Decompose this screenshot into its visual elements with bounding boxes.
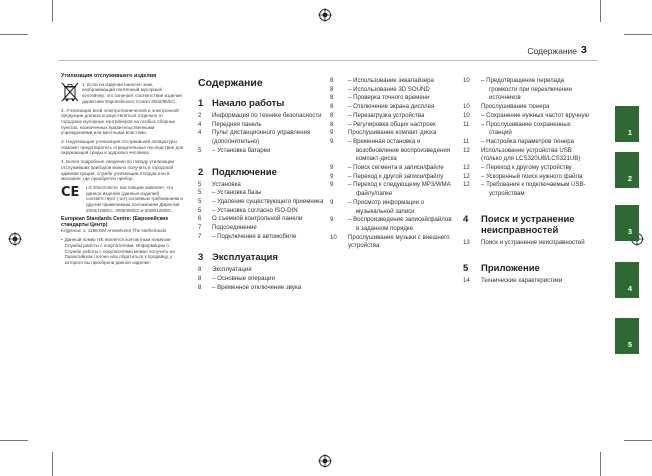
toc-entry[interactable]: [198, 266, 324, 275]
toc-entry[interactable]: [198, 215, 324, 224]
toc-section-heading[interactable]: [198, 167, 324, 178]
toc-page-number: 14: [463, 276, 470, 284]
toc-page-number: 5: [198, 206, 202, 214]
bullet-note-text: Данный номер НЕ является контактным номером Службы работы с покупателями. Информацию о Службе работы с покупателями можно получить на Гарантийном талоне или обратиться к продавцу, у которого вы приобрели данное изделие.: [64, 237, 175, 265]
toc-entry-text: – Воспроизведение записей/файлов в заданном порядке: [348, 216, 452, 232]
chapter-tab-label: 4: [627, 284, 632, 293]
toc-section-heading[interactable]: [198, 252, 324, 263]
toc-entry[interactable]: [330, 199, 456, 216]
toc-page-number: 9: [330, 181, 334, 189]
toc-entry-text: – Прослушивание сохраненных станций: [481, 120, 571, 137]
toc-entry-text: – Предотвращение перепада громкости при переключении источников: [481, 77, 572, 102]
section-number: 4: [463, 213, 469, 225]
section-title: Эксплуатация: [212, 252, 278, 264]
toc-entry-text: – Установка базы: [212, 189, 262, 197]
toc-page-number: 2: [198, 112, 202, 119]
toc-entry-text: Поиск и устранение неисправностей: [481, 238, 585, 246]
toc-entry[interactable]: [463, 103, 591, 112]
toc-page-number: 4: [198, 120, 202, 128]
toc-page-number: 11: [463, 120, 470, 128]
toc-entry-text: – Требования к подключаемым USB-устройствам: [481, 181, 586, 198]
section-number: 5: [463, 262, 469, 274]
toc-entry-text: – Подключение в автомобиле: [212, 232, 297, 240]
toc-page-number: 6: [198, 215, 202, 223]
ce-mark-icon: CE: [61, 184, 80, 200]
disposal-heading: Утилизация отслужившего изделия: [61, 73, 157, 79]
toc-entry-text: – Переход к другой записи/файлу: [348, 172, 444, 180]
disposal-paragraph: 1. Если на изделии нанесен знак, изображающий понтенный мусорный контейнер, это означает соответствие изделия директиве Европейского Союза 2002/96/EC.: [82, 81, 182, 104]
toc-page-number: 5: [198, 189, 202, 197]
toc-page-number: 12: [463, 164, 470, 172]
toc-entry-text: Прослушивание тюнера: [481, 103, 550, 111]
disposal-notice: [61, 74, 184, 269]
disposal-paragraph: 4. Более подробные сведения по поводу утилизации отслуживших приборов можно получить в городской администрации, службе утилизации отходов или в магазине, где приобретен прибор.: [61, 159, 175, 182]
chapter-tab-label: 3: [627, 227, 632, 236]
toc-page-number: 8: [330, 85, 334, 93]
toc-section-heading[interactable]: [198, 98, 324, 109]
toc-entry[interactable]: [198, 275, 324, 284]
toc-entry-text: Передняя панель: [212, 120, 262, 128]
toc-entry[interactable]: [198, 129, 324, 146]
toc-entry[interactable]: [463, 138, 591, 147]
toc-page-number: 8: [330, 94, 334, 102]
toc-column-2: [330, 77, 456, 251]
toc-entry[interactable]: [330, 121, 456, 130]
toc-section: [463, 263, 591, 286]
eu-centre-title: European Standards Centre: (Европейские стандарты Центр): [61, 216, 169, 229]
toc-page-number: 7: [198, 224, 202, 232]
toc-section-heading[interactable]: [463, 263, 591, 274]
toc-entry[interactable]: [463, 181, 591, 198]
toc-entry-text: – Установка согласно ISO-DIN: [212, 206, 298, 214]
crop-mark: [600, 452, 601, 476]
toc-page-number: 11: [463, 137, 470, 145]
toc-section-heading[interactable]: [463, 214, 591, 236]
toc-entry-text: Эксплуатация: [212, 266, 252, 274]
section-title: Поиск и устранение неисправностей: [481, 213, 575, 236]
section-title: Начало работы: [212, 98, 285, 109]
toc-page-number: 9: [330, 198, 334, 206]
toc-section: [198, 167, 324, 242]
toc-entry-text: Информация по технике безопасности: [212, 112, 322, 119]
toc-entry[interactable]: [198, 112, 324, 121]
crop-mark: [0, 34, 28, 35]
toc-entry[interactable]: [198, 233, 324, 242]
toc-page-number: 8: [330, 103, 334, 111]
toc-entry-text: – Временное отключение звука: [212, 283, 302, 291]
toc-entry-text: – Отключение экрана дисплея: [348, 103, 435, 111]
toc-page-number: 5: [198, 197, 202, 205]
toc-sections: [198, 98, 324, 293]
toc-entries: [463, 77, 591, 199]
chapter-tab-5[interactable]: [615, 318, 639, 354]
toc-page-number: 5: [198, 146, 202, 154]
crop-mark: [52, 0, 53, 22]
toc-page-number: 10: [330, 233, 337, 241]
toc-entry-text: – Ускоренный поиск нужного файла: [481, 172, 583, 180]
toc-page-number: 13: [463, 238, 470, 246]
toc-entry[interactable]: [330, 86, 456, 95]
chapter-tab-label: 5: [627, 340, 632, 349]
toc-entry[interactable]: [198, 284, 324, 293]
toc-page-number: 9: [330, 164, 334, 172]
toc-page-number: 10: [463, 103, 470, 111]
toc-entry[interactable]: [198, 189, 324, 198]
toc-entry-text: – Временная остановка и возобновление воспроизведения компакт-диска: [348, 137, 451, 163]
toc-entry[interactable]: [463, 77, 591, 103]
crossed-bin-icon: [61, 82, 79, 102]
toc-page-number: 5: [198, 180, 202, 188]
toc-entry[interactable]: [330, 138, 456, 164]
page-header-title: Содержание: [527, 46, 577, 56]
toc-entry[interactable]: [463, 239, 591, 248]
section-number: 1: [198, 98, 204, 109]
chapter-tab-label: 2: [627, 174, 632, 183]
toc-entry[interactable]: [463, 164, 591, 173]
toc-entry[interactable]: [198, 181, 324, 190]
bullet-icon: •: [61, 237, 63, 243]
toc-section: [198, 98, 324, 156]
toc-entry-text: – Переход к другому устройству: [481, 164, 572, 172]
toc-entry-text: – Удаление существующего приемника: [212, 197, 324, 205]
toc-section: [198, 252, 324, 292]
toc-sections: [463, 214, 591, 285]
toc-page-number: 9: [330, 129, 334, 137]
toc-entry-text: – Переход к следующему MP3/WMA файлу/папке: [348, 181, 451, 198]
toc-page-number: 8: [330, 120, 334, 128]
toc-entry[interactable]: [198, 121, 324, 130]
chapter-tab-4[interactable]: [615, 262, 639, 298]
toc-entry-text: – Проверка точного времени: [348, 94, 430, 102]
toc-entry[interactable]: [330, 112, 456, 121]
ce-row: [61, 185, 184, 217]
toc-entry-text: – Настройка параметров тюнера: [481, 137, 575, 145]
header-divider: [58, 60, 598, 61]
toc-entry[interactable]: [330, 234, 456, 251]
bullet-note: [61, 237, 184, 269]
disposal-paragraph: 2. Утилизация всей электротехнической и электронной продукции должна осуществляться отдельно от городских мусорных контейнеров на особых сборных пунктах, назначенных правительственными учреждениями или местными властями.: [61, 107, 179, 136]
section-number: 3: [198, 252, 204, 264]
disposal-row: [61, 82, 184, 108]
toc-entry[interactable]: [463, 277, 591, 286]
toc-entry[interactable]: [198, 207, 324, 216]
crop-mark: [0, 440, 28, 441]
toc-entry-text: – Использование эквалайзера: [348, 77, 434, 84]
toc-entry-text: – Поиск сегмента в записи/файле: [348, 164, 444, 172]
ce-declaration: LG Electronics» настоящим заявляет, что данное изделие (данные изделия) соответствует (-ют) основным требованиям и другим применимым положениям Директив 2004/108/EC, 2006/95/EC и 2009/125/EC.: [86, 184, 183, 213]
toc-page-number: 10: [463, 111, 470, 119]
toc-page-number: 7: [198, 232, 202, 240]
toc-entry[interactable]: [463, 173, 591, 182]
crop-mark: [600, 0, 601, 22]
toc-entry-text: Технические характеристики: [481, 276, 563, 284]
toc-page-number: 12: [463, 172, 470, 180]
toc-entry-text: Использование устройства USB (только для LCS320UB/LCS321UB): [481, 146, 581, 163]
crop-mark: [624, 34, 652, 35]
registration-mark-icon: [318, 8, 332, 22]
section-number: 2: [198, 166, 204, 178]
toc-entry[interactable]: [330, 164, 456, 173]
chapter-tab-3[interactable]: [615, 205, 639, 241]
toc-entry-text: О съемной контрольной панели: [212, 215, 303, 223]
chapter-tab-1[interactable]: [615, 106, 639, 142]
toc-entry[interactable]: [330, 181, 456, 198]
toc-page-number: 9: [330, 172, 334, 180]
chapter-tab-label: 1: [627, 128, 632, 137]
chapter-tab-2[interactable]: [615, 152, 639, 188]
toc-page-number: 8: [330, 111, 334, 119]
toc-column-3: [463, 77, 591, 285]
registration-mark-icon: [318, 454, 332, 468]
page-number: 3: [581, 44, 587, 56]
toc-entry-text: – Перезагрузка устройства: [348, 111, 425, 119]
toc-entry[interactable]: [198, 198, 324, 207]
toc-entry-text: Прослушивание компакт-диска: [348, 129, 437, 137]
disposal-paragraph: 3. Надлежащая утилизация отслужившей аппаратуры поможет предотвратить отрицательные последствия для окружающей среды и здоровья человека.: [61, 139, 184, 156]
toc-entry-text: – Сохранение нужных частот вручную: [481, 111, 590, 119]
toc-entries: [330, 77, 456, 251]
toc-page-number: 12: [463, 146, 470, 154]
crop-mark: [52, 452, 53, 476]
toc-entry-text: Прослушивание музыки с внешнего устройства: [348, 233, 450, 250]
toc-entry-text: Подсоединение: [212, 224, 257, 232]
toc-page-number: 9: [330, 216, 334, 224]
toc-section: [463, 214, 591, 248]
toc-entry[interactable]: [330, 94, 456, 103]
toc-entry[interactable]: [198, 224, 324, 233]
toc-page-number: 10: [463, 77, 470, 84]
toc-page-number: 8: [198, 283, 202, 291]
toc-entry[interactable]: [463, 121, 591, 138]
toc-entry[interactable]: [463, 147, 591, 164]
toc-entry[interactable]: [330, 216, 456, 233]
toc-page-number: 8: [198, 266, 202, 274]
crop-mark: [624, 440, 652, 441]
toc-column-1: [198, 77, 324, 293]
toc-entry[interactable]: [330, 103, 456, 112]
toc-entry-text: – Основные операции: [212, 275, 275, 283]
toc-entry[interactable]: [330, 129, 456, 138]
toc-entry[interactable]: [198, 147, 324, 156]
registration-mark-icon: [8, 232, 22, 246]
toc-page-number: 8: [330, 77, 334, 84]
toc-entry-text: – Использование 3D SOUND: [348, 85, 430, 93]
toc-entry-text: – Просмотр информации о музыкальной записи: [348, 198, 425, 215]
toc-page-number: 4: [198, 129, 202, 137]
toc-entry[interactable]: [330, 77, 456, 86]
toc-entry-text: – Установка батареи: [212, 146, 271, 154]
eu-centre-address: Krijgsman 1, 1186 DM Amstelveen The Netherlands: [61, 228, 167, 234]
toc-entry-text: – Регулировка общих настроек: [348, 120, 436, 128]
section-title: Приложение: [481, 262, 540, 274]
toc-title: Содержание: [198, 77, 263, 89]
toc-page-number: 12: [463, 181, 470, 189]
toc-entry[interactable]: [463, 112, 591, 121]
toc-entry-text: Пульт дистанционного управления (дополнительно): [212, 129, 311, 146]
toc-page-number: 8: [198, 275, 202, 283]
toc-entry[interactable]: [330, 173, 456, 182]
toc-entry-text: Установка: [212, 180, 241, 188]
section-title: Подключение: [212, 166, 277, 178]
toc-page-number: 9: [330, 137, 334, 145]
